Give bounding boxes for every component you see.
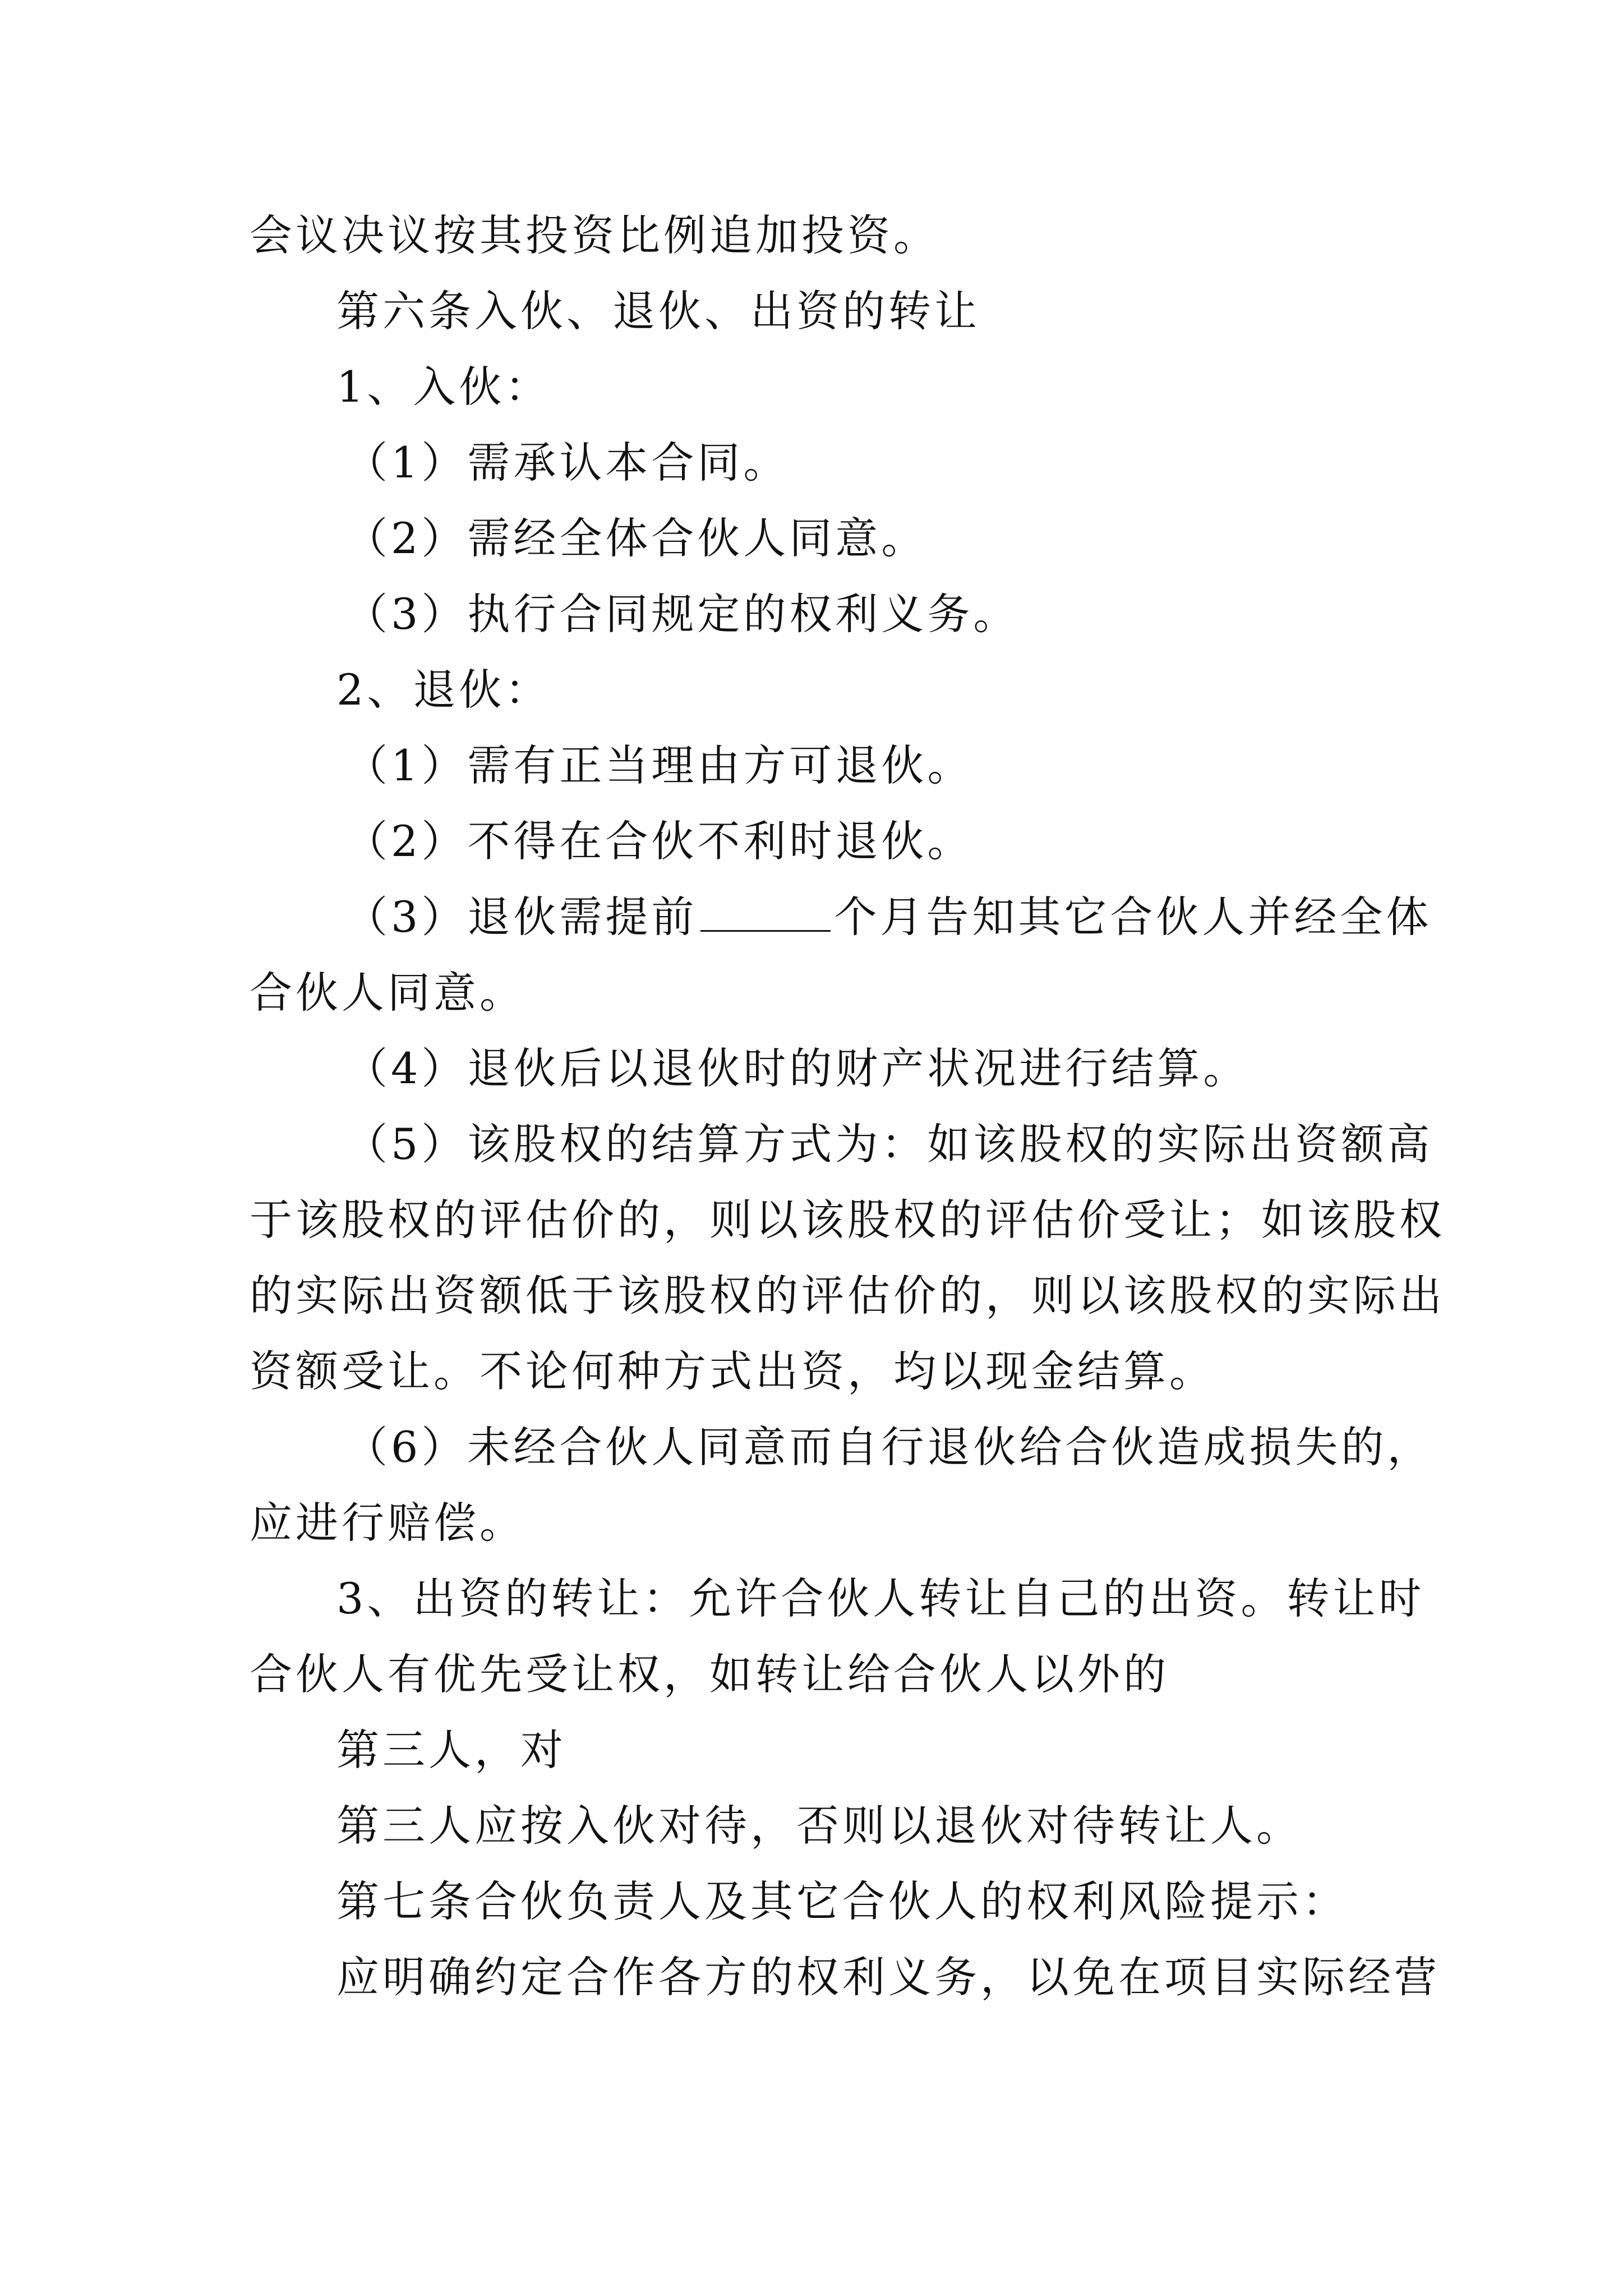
- withdraw-clause-2: （2）不得在合伙不利时退伙。: [345, 816, 974, 866]
- withdraw-clause-4: （4）退伙后以退伙时的财产状况进行结算。: [345, 1043, 1249, 1093]
- withdraw-clause-6-line-2: 应进行赔偿。: [250, 1498, 525, 1548]
- join-clause-3: （3）执行合同规定的权利义务。: [345, 589, 1020, 639]
- withdraw-clause-3-line-2: 合伙人同意。: [250, 968, 525, 1018]
- transfer-clause-line-3: 第三人，对: [336, 1725, 566, 1775]
- withdraw-clause-3-end: 个月告知其它合伙人并经全体: [834, 892, 1432, 942]
- withdraw-clause-6-line-1: （6）未经合伙人同意而自行退伙给合伙造成损失的，: [345, 1422, 1433, 1472]
- withdraw-clause-3-start: （3）退伙需提前: [345, 892, 698, 942]
- transfer-clause-line-4: 第三人应按入伙对待，否则以退伙对待转让人。: [336, 1801, 1302, 1851]
- transfer-clause-line-1: 3、出资的转让：允许合伙人转让自己的出资。转让时: [336, 1573, 1425, 1623]
- withdraw-clause-5-line-4: 资额受让。不论何种方式出资，均以现金结算。: [250, 1346, 1215, 1396]
- item-heading-join: 1、入伙：: [336, 362, 551, 412]
- item-heading-withdraw: 2、退伙：: [336, 665, 551, 715]
- risk-note-line-1: 应明确约定合作各方的权利义务，以免在项目实际经营: [336, 1952, 1440, 2002]
- join-clause-2: （2）需经全体合伙人同意。: [345, 513, 928, 563]
- text-line-1: 会议决议按其投资比例追加投资。: [250, 210, 939, 260]
- section-heading-6: 第六条入伙、退伙、出资的转让: [336, 286, 980, 336]
- fill-in-blank: [700, 928, 831, 932]
- section-heading-7: 第七条合伙负责人及其它合伙人的权利风险提示：: [336, 1876, 1348, 1926]
- withdraw-clause-5-line-1: （5）该股权的结算方式为：如该股权的实际出资额高: [345, 1119, 1433, 1169]
- withdraw-clause-5-line-2: 于该股权的评估价的，则以该股权的评估价受让；如该股权: [250, 1195, 1445, 1245]
- withdraw-clause-5-line-3: 的实际出资额低于该股权的评估价的，则以该股权的实际出: [250, 1271, 1445, 1320]
- transfer-clause-line-2: 合伙人有优先受让权，如转让给合伙人以外的: [250, 1649, 1169, 1699]
- join-clause-1: （1）需承认本合同。: [345, 438, 790, 487]
- withdraw-clause-1: （1）需有正当理由方可退伙。: [345, 740, 974, 790]
- withdraw-clause-3-line-1: [345, 889, 1432, 945]
